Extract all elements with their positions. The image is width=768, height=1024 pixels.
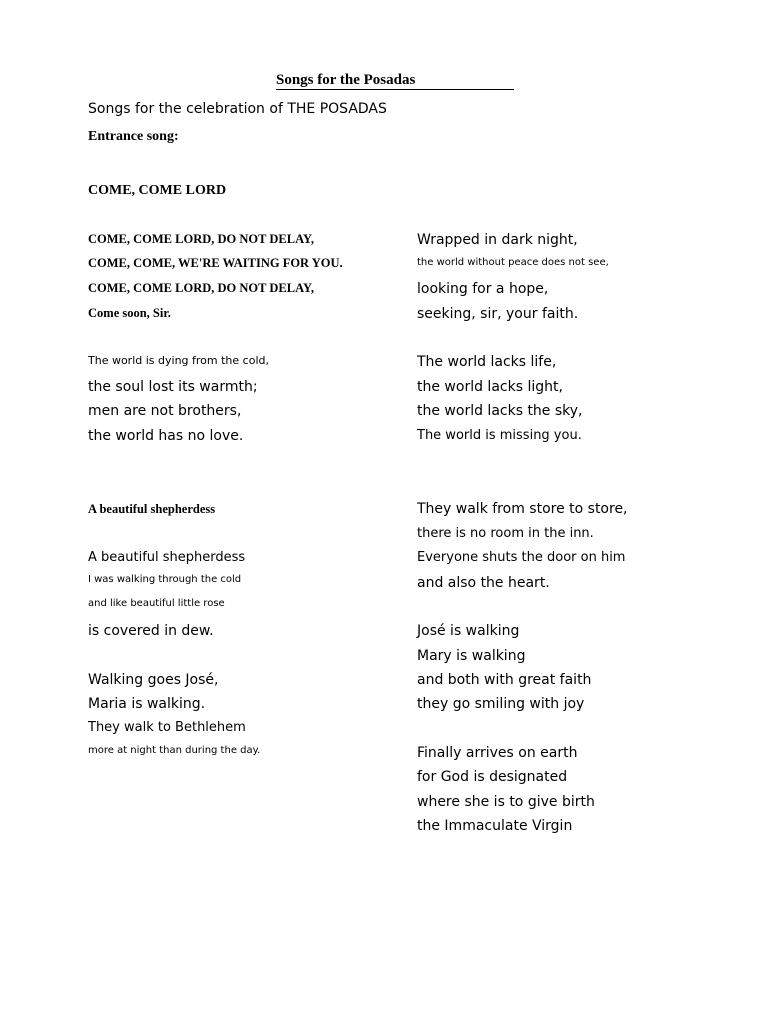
verse-line: the soul lost its warmth; (88, 379, 258, 395)
verse-line: and also the heart. (417, 575, 550, 591)
verse-line: there is no room in the inn. (417, 526, 594, 541)
verse-line: seeking, sir, your faith. (417, 306, 579, 322)
verse-line: The world is dying from the cold, (88, 354, 269, 367)
verse-line: Finally arrives on earth (417, 745, 578, 761)
verse-line: The world lacks life, (417, 354, 557, 370)
page-subtitle: Songs for the celebration of THE POSADAS (88, 101, 387, 117)
chorus-line: COME, COME LORD, DO NOT DELAY, (88, 281, 314, 295)
verse-line: A beautiful shepherdess (88, 550, 246, 565)
verse-line: José is walking (417, 623, 520, 639)
verse-line: the world lacks light, (417, 379, 563, 395)
verse-line: men are not brothers, (88, 403, 242, 419)
verse-line: where she is to give birth (417, 794, 595, 810)
verse-line: and both with great faith (417, 672, 592, 688)
verse-line: They walk to Bethlehem (88, 720, 246, 735)
verse-line: the world without peace does not see, (417, 257, 609, 268)
verse-line: They walk from store to store, (417, 501, 628, 517)
chorus-line: COME, COME LORD, DO NOT DELAY, (88, 232, 314, 246)
verse-line: I was walking through the cold (88, 574, 242, 585)
verse-line: Mary is walking (417, 648, 526, 664)
song-title-come-come-lord: COME, COME LORD (88, 183, 227, 198)
verse-line: the world lacks the sky, (417, 403, 583, 419)
verse-line: Maria is walking. (88, 696, 206, 712)
verse-line: the Immaculate Virgin (417, 818, 573, 834)
verse-line: more at night than during the day. (88, 745, 261, 756)
verse-line: they go smiling with joy (417, 696, 585, 712)
verse-line: the world has no love. (88, 428, 244, 444)
verse-line: is covered in dew. (88, 623, 214, 639)
verse-line: Everyone shuts the door on him (417, 550, 626, 565)
verse-line: Wrapped in dark night, (417, 232, 578, 248)
song-title-beautiful-shepherdess: A beautiful shepherdess (88, 502, 216, 516)
verse-line: Walking goes José, (88, 672, 219, 688)
entrance-song-label: Entrance song: (88, 129, 179, 144)
chorus-line: COME, COME, WE'RE WAITING FOR YOU. (88, 256, 343, 270)
page-title: Songs for the Posadas (276, 73, 514, 90)
verse-line: The world is missing you. (417, 428, 582, 443)
verse-line: and like beautiful little rose (88, 598, 225, 609)
chorus-line: Come soon, Sir. (88, 306, 171, 320)
verse-line: for God is designated (417, 769, 568, 785)
verse-line: looking for a hope, (417, 281, 549, 297)
